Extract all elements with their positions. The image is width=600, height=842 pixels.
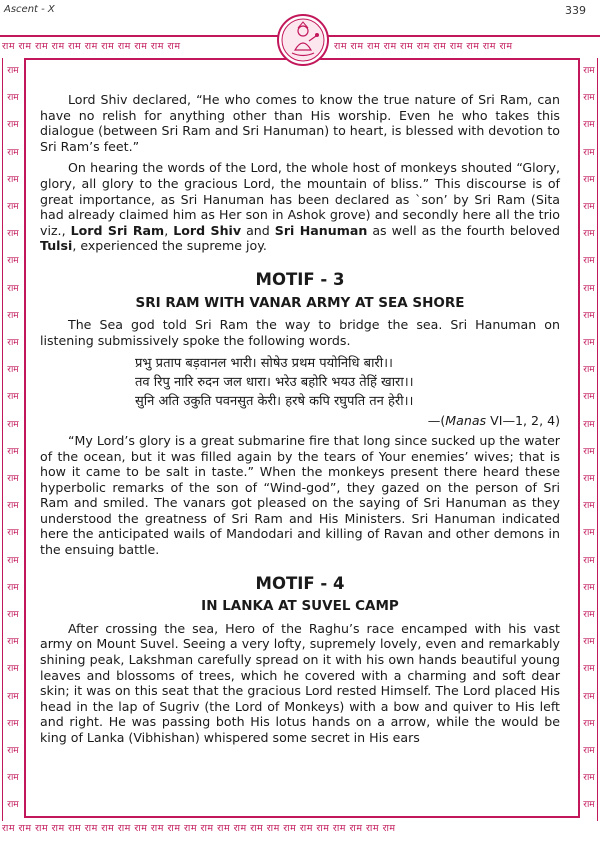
bold-text: Sri Hanuman [274,222,368,238]
text-run: , experienced the supreme joy. [72,238,267,254]
ram-border-word: राम [7,501,19,512]
verse-line: तव रिपु नारि रुदन जल धारा। भरेउ बहोरि भयउ तेहिं खारा।। [135,375,414,391]
page-number: 339 [565,4,586,17]
verse-line: प्रभु प्रताप बड़वानल भारी। सोषेउ प्रथम पयोनिधि बारी।। [135,356,393,372]
ram-border-word: राम [7,338,19,349]
ram-border-word: राम [583,800,595,811]
ram-border-word: राम [7,147,19,158]
ram-border-word: राम [583,338,595,349]
ram-border-word: राम [7,256,19,267]
ram-border-word: राम [583,718,595,729]
ram-border-word: राम [7,637,19,648]
text-run: as well as the fourth beloved [367,222,560,238]
ram-border-word: राम [583,229,595,240]
section-subheading: SRI RAM WITH VANAR ARMY AT SEA SHORE [135,294,465,311]
ram-border-top-left: राम राम राम राम राम राम राम राम राम राम राम [2,41,181,52]
ram-border-word: राम [7,474,19,485]
ram-border-word: राम [7,310,19,321]
ram-border-word: राम [7,664,19,675]
ram-border-word: राम [583,501,595,512]
ram-border-word: राम [7,582,19,593]
ram-border-word: राम [583,555,595,566]
section-subheading: IN LANKA AT SUVEL CAMP [201,598,399,615]
ram-border-word: राम [583,310,595,321]
ram-border-word: राम [583,419,595,430]
ram-border-word: राम [583,256,595,267]
motif-heading: MOTIF - 4 [255,573,345,593]
ram-border-word: राम [7,746,19,757]
paragraph: Lord Shiv declared, “He who comes to know the true nature of Sri Ram, can have no relish for anything other than His worship. Even he who takes this dialogue (between Sri Ram and Sri Hanuman) to heart, is blessed with devotion to Sri Ram’s feet.” [40,92,560,154]
ram-border-word: राम [583,120,595,131]
ram-border-word: राम [7,800,19,811]
ram-border-word: राम [7,93,19,104]
verse-line: सुनि अति उकुति पवनसुत केरी। हरषे कपि रघुपति तन हेरी।। [135,394,414,410]
bold-text: Tulsi [40,238,73,254]
ram-border-bottom: राम राम राम राम राम राम राम राम राम राम राम राम राम राम राम राम राम राम राम राम राम राम राम राम [2,823,396,834]
verse-citation [40,413,560,429]
ram-border-left [2,58,24,818]
italic-text: Manas [445,413,487,429]
ram-border-word: राम [583,637,595,648]
verse-block [135,354,560,411]
ram-border-word: राम [7,365,19,376]
paragraph: The Sea god told Sri Ram the way to bridge the sea. Sri Hanuman on listening submissively spoke the following words. [40,317,560,348]
ram-border-word: राम [583,528,595,539]
ram-border-word: राम [583,147,595,158]
ram-border-top-right: राम राम राम राम राम राम राम राम राम राम राम [334,41,513,52]
text-run: VI—1, 2, 4) [486,413,560,429]
ram-border-word: राम [7,446,19,457]
hanuman-emblem-icon [277,14,329,66]
ram-border-word: राम [7,555,19,566]
ram-border-right [578,58,600,818]
ram-border-word: राम [7,773,19,784]
text-run: On hearing the words of the Lord, the whole host of monkeys shouted “Glory, glory, all glory to the gracious Lord, the mountain of bliss.” This discourse is of great importance, as Sri Hanuman has been declared as `son’ by Sri Ram (Sita had already claimed him as Her son in Ashok grove) and secondly here all the trio viz., [40,160,560,238]
text-run: —( [427,413,446,429]
paragraph: After crossing the sea, Hero of the Raghu’s race encamped with his vast army on Mount Suvel. Seeing a very lofty, supremely lovely, even and remarkably shining peak, Lakshman carefully spread on it with his own hands beautiful young leaves and blossoms of trees, which he covered with a charming and soft dear skin; it was on this seat that the gracious Lord rested Himself. The Lord placed His head in the lap of Sugriv (the Lord of Monkeys) with a bow and quiver to His left and right. He was passing both His lotus hands on a arrow, while the would be king of Lanka (Vibhishan) whispered some secret in His ears [40,620,560,745]
ram-border-word: राम [583,202,595,213]
ram-border-word: राम [583,174,595,185]
ram-border-word: राम [583,66,595,76]
ram-border-word: राम [7,283,19,294]
ram-border-word: राम [583,474,595,485]
bold-text: Lord Sri Ram [70,222,165,238]
ram-border-word: राम [7,174,19,185]
ram-border-word: राम [583,582,595,593]
ram-border-word: राम [7,610,19,621]
ram-border-word: राम [583,446,595,457]
ram-border-word: राम [7,66,19,76]
ram-border-word: राम [7,392,19,403]
paragraph [40,160,560,254]
ram-border-word: राम [583,773,595,784]
ram-border-word: राम [583,392,595,403]
ram-border-word: राम [7,718,19,729]
page-body [40,92,560,752]
ram-border-word: राम [583,610,595,621]
ram-border-word: राम [583,283,595,294]
ram-border-word: राम [583,664,595,675]
motif-heading: MOTIF - 3 [255,269,345,289]
ram-border-word: राम [7,419,19,430]
ram-border-word: राम [583,365,595,376]
ram-border-word: राम [7,229,19,240]
ram-border-word: राम [7,691,19,702]
paragraph: “My Lord’s glory is a great submarine fire that long since sucked up the water of the ocean, but it was filled again by the tears of Your enemies’ wives; that is how it came to be salt in taste.” When the monkeys present there heard these hyperbolic remarks of the son of “Wind-god”, they gazed on the person of Sri Ram and smiled. The vanars got pleased on the saying of Sri Hanuman as they understood the greatness of Sri Ram and His Ministers. Sri Hanuman indicated here the anticipated wails of Mandodari and killing of Ravan and other demons in the ensuing battle. [40,432,560,558]
ram-border-word: राम [7,528,19,539]
ram-border-word: राम [583,691,595,702]
running-head: Ascent - X [4,4,55,15]
bold-text: Lord Shiv [173,222,242,238]
text-run: and [241,222,275,238]
ram-border-word: राम [583,93,595,104]
ram-border-word: राम [7,120,19,131]
text-run: , [164,222,174,238]
ram-border-word: राम [7,202,19,213]
ram-border-word: राम [583,746,595,757]
